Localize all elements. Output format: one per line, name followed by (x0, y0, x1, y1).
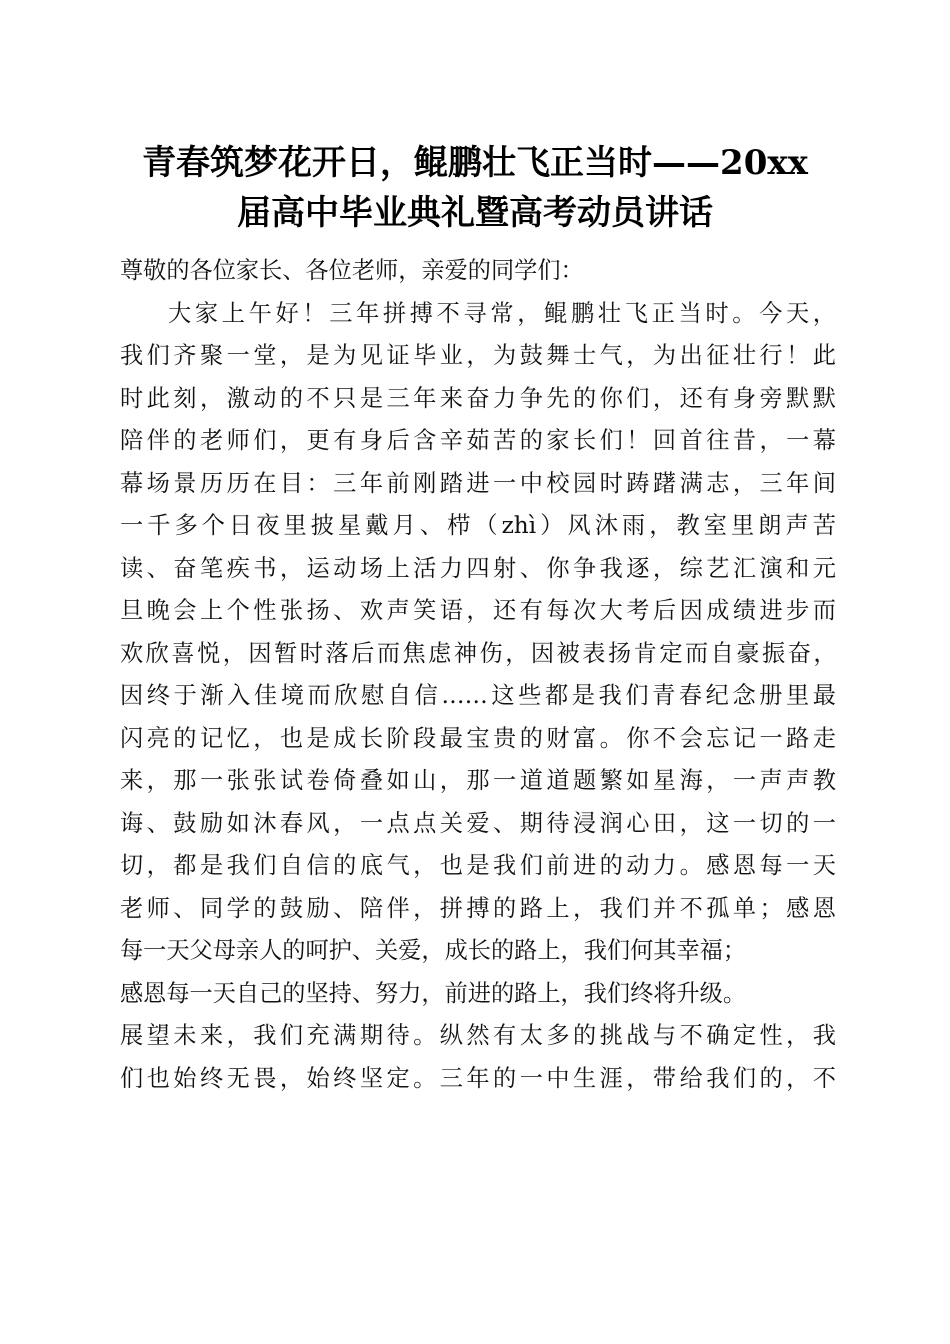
document-title (100, 138, 850, 238)
paragraph-line: 来，那一张张试卷倚叠如山，那一道道题繁如星海，一声声教 (120, 767, 836, 794)
paragraph-line: 感恩每一天自己的坚持、努力，前进的路上，我们终将升级。 (120, 979, 747, 1007)
title-line-1: 青春筑梦花开日，鲲鹏壮飞正当时——20xx (142, 143, 808, 183)
paragraph-line: 陪伴的老师们，更有身后含辛茹苦的家长们！回首往昔，一幕 (120, 427, 836, 454)
paragraph-line: 们也始终无畏，始终坚定。三年的一中生涯，带给我们的，不 (120, 1064, 836, 1092)
paragraph-line: 读、奋笔疾书，运动场上活力四射、你争我逐，综艺汇演和元 (120, 554, 836, 582)
title-line-2: 届高中毕业典礼暨高考动员讲话 (237, 193, 713, 233)
paragraph-line: 老师、同学的鼓励、陪伴，拼搏的路上，我们并不孤单；感恩 (120, 894, 836, 922)
salutation: 尊敬的各位家长、各位老师，亲爱的同学们： (120, 257, 584, 284)
speech-paragraph (120, 293, 836, 1101)
paragraph-line: 一千多个日夜里披星戴月、栉（zhì）风沐雨，教室里朗声苦 (120, 512, 836, 539)
paragraph-line: 欢欣喜悦，因暂时落后而焦虑神伤，因被表扬肯定而自豪振奋， (120, 639, 836, 667)
paragraph-line: 切，都是我们自信的底气，也是我们前进的动力。感恩每一天 (120, 852, 836, 879)
paragraph-line: 闪亮的记忆，也是成长阶段最宝贵的财富。你不会忘记一路走 (120, 724, 836, 752)
paragraph-line: 因终于渐入佳境而欣慰自信……这些都是我们青春纪念册里最 (120, 682, 836, 709)
paragraph-line: 旦晚会上个性张扬、欢声笑语，还有每次大考后因成绩进步而 (120, 597, 836, 624)
paragraph-line: 每一天父母亲人的呵护、关爱，成长的路上，我们何其幸福； (120, 937, 747, 964)
paragraph-line: 我们齐聚一堂，是为见证毕业，为鼓舞士气，为出征壮行！此 (120, 342, 836, 369)
speech-body (120, 250, 836, 1100)
paragraph-line: 时此刻，激动的不只是三年来奋力争先的你们，还有身旁默默 (120, 384, 836, 412)
paragraph-line: 幕场景历历在目：三年前刚踏进一中校园时踌躇满志，三年间 (120, 469, 836, 497)
paragraph-line: 大家上午好！三年拼搏不寻常，鲲鹏壮飞正当时。今天， (168, 299, 836, 327)
paragraph-line: 展望未来，我们充满期待。纵然有太多的挑战与不确定性，我 (120, 1022, 836, 1049)
paragraph-line: 诲、鼓励如沐春风，一点点关爱、期待浸润心田，这一切的一 (120, 809, 836, 837)
